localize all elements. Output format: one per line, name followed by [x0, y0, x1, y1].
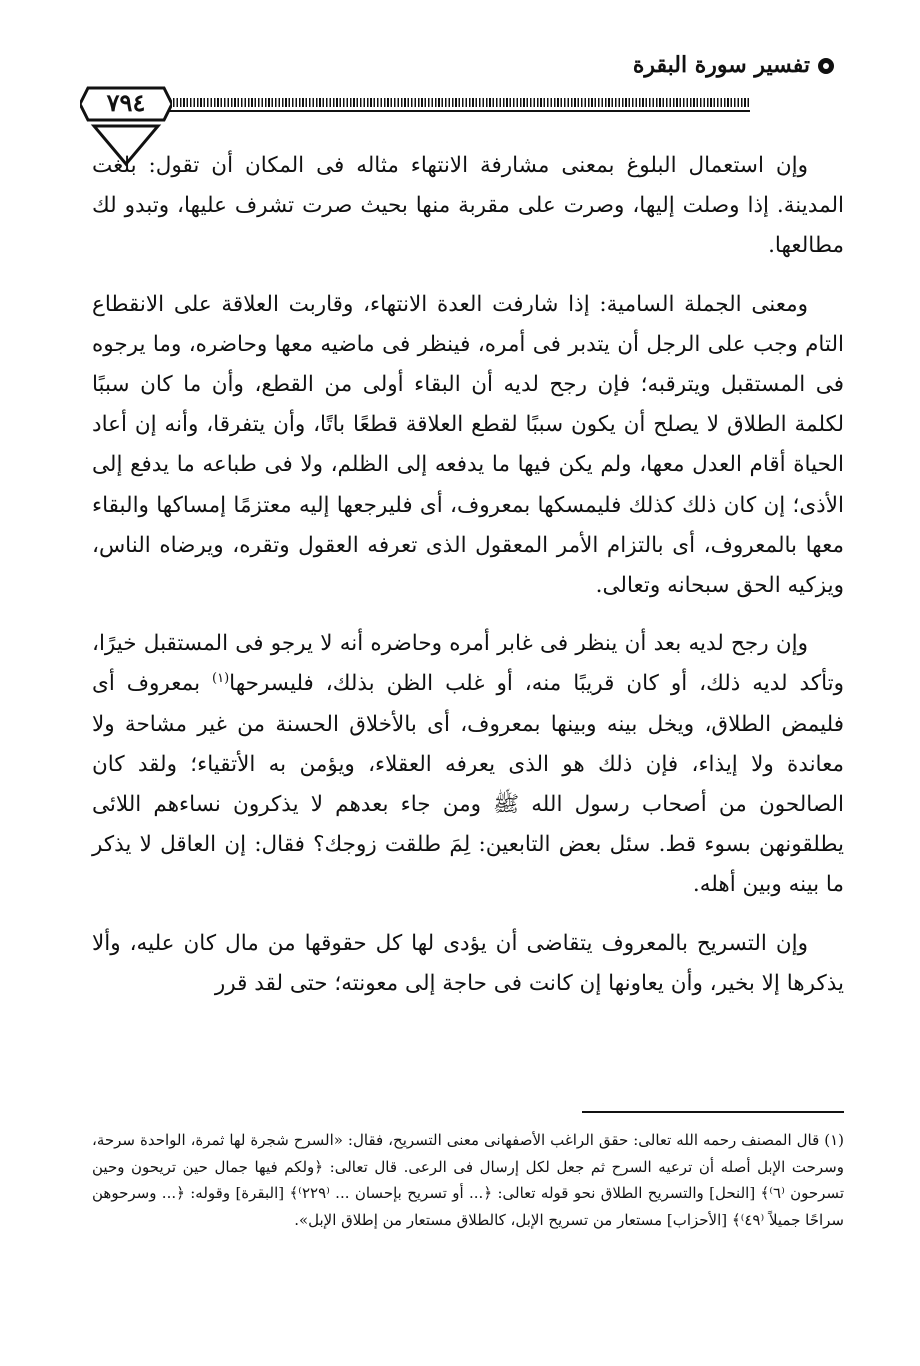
running-title: تفسير سورة البقرة — [632, 52, 810, 78]
footnote-reference[interactable]: (١) — [212, 671, 230, 687]
paragraph-3-text-b: بمعروف أى فليمض الطلاق، ويخل بينه وبينها بمعروف، أى بالأخلاق الحسنة من غير مشاحة ولا معاندة ولا إيذاء، فإن ذلك هو الذى يعرفه العقلاء، ويؤمن به الأتقياء؛ ولقد كان الصالحون من أصحاب رسول الله ﷺ ومن جاء بعدهم لا يذكرون نساءهم اللائى يطلقونهن بسوء قط. سئل بعض التابعين: لِمَ طلقت زوجك؟ فقال: إن العاقل لا يذكر ما بينه وبين أهله. — [92, 671, 844, 898]
paragraph-4: وإن التسريح بالمعروف يتقاضى أن يؤدى لها كل حقوقها من مال كان عليه، وألا يذكرها إلا بخير، وأن يعاونها إن كانت فى حاجة إلى معونته؛ حتى لقد قرر — [92, 930, 844, 996]
page-number: ٧٩٤ — [106, 88, 146, 117]
paragraph-3 — [92, 624, 844, 905]
page-header — [80, 38, 850, 138]
main-text — [92, 146, 844, 1004]
paragraph-2: ومعنى الجملة السامية: إذا شارفت العدة الانتهاء، وقاربت العلاقة على الانقطاع التام وجب على الرجل أن يتدبر فى أمره، فينظر فى ماضيه معها وحاضره، وما يرجوه فى المستقبل ويترقبه؛ فإن رجح لديه أن البقاء أولى من القطع، وأن ما كان سببًا لكلمة الطلاق لا يصلح أن يكون سببًا لقطع العلاقة قطعًا باتًا، وأن يتفرقا، وأنه إن أعاد الحياة أقام العدل معها، ولم يكن فيها ما يدفعه إلى الظلم، ولا فى طباعه ما يدفع إلى الأذى؛ إن كان ذلك كذلك فليمسكها بمعروف، أى فليرجعها إليه معتزمًا إمساكها والبقاء معها بالمعروف، أى بالتزام الأمر المعقول الذى تعرفه العقول وتقره، ويرضاه الناس، ويزكيه الحق سبحانه وتعالى. — [92, 291, 844, 599]
header-rule-thin — [88, 110, 750, 112]
footnote-separator — [582, 1111, 844, 1113]
header-rule — [88, 98, 750, 107]
footnote-1: (١) قال المصنف رحمه الله تعالى: حقق الراغب الأصفهانى معنى التسريح، فقال: «السرح شجرة لها ثمرة، الواحدة سرحة، وسرحت الإبل أصله أن ترعيه السرح ثم جعل لكل إرسال فى الرعى. قال تعالى: ﴿ولكم فيها جمال حين تريحون وحين تسرحون ⁽٦⁾﴾ [النحل] والتسريح الطلاق نحو قوله تعالى: ﴿... أو تسريح بإحسان ... ⁽٢٢٩⁾﴾ [البقرة] وقوله: ﴿... وسرحوهن سراحًا جميلاً ⁽٤٩⁾﴾ [الأحزاب] مستعار من تسريح الإبل، كالطلاق مستعار من إطلاق الإبل». — [92, 1131, 844, 1229]
ornament-icon — [816, 56, 836, 76]
paragraph-3-text-a: وإن رجح لديه بعد أن ينظر فى غابر أمره وحاضره أنه لا يرجو فى المستقبل خيرًا، وتأكد لديه ذلك، أو كان قريبًا منه، أو غلب الظن بذلك، فليسرحها — [92, 631, 844, 697]
paragraph-1: وإن استعمال البلوغ بمعنى مشارفة الانتهاء مثاله فى المكان أن تقول: بلغت المدينة. إذا وصلت إليها، وصرت على مقربة منها بحيث صرت تشرف عليها، وتبدو لك مطالعها. — [92, 153, 845, 259]
